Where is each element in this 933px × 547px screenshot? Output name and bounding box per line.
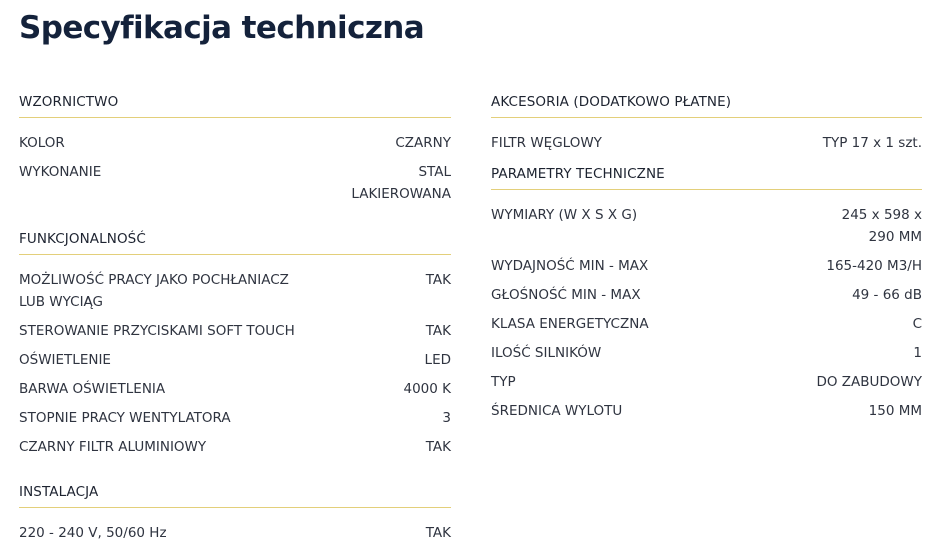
section-parametry-techniczne <box>491 158 922 440</box>
spec-row <box>491 132 922 154</box>
spec-value: STAL LAKIEROWANA <box>351 164 451 202</box>
spec-value: 4000 K <box>403 381 451 397</box>
section-body <box>19 118 451 223</box>
section-heading: PARAMETRY TECHNICZNE <box>491 158 922 190</box>
spec-value: TAK <box>425 272 451 288</box>
spec-label: BARWA OŚWIETLENIA <box>19 381 166 397</box>
spec-row <box>19 522 451 544</box>
spec-row <box>491 255 922 277</box>
spec-row <box>19 320 451 342</box>
spec-value: 3 <box>442 410 451 426</box>
spec-row <box>491 342 922 364</box>
spec-row <box>19 269 451 313</box>
section-heading: AKCESORIA (DODATKOWO PŁATNE) <box>491 86 922 118</box>
section-heading: FUNKCJONALNOŚĆ <box>19 223 451 255</box>
spec-label: WYKONANIE <box>19 164 102 180</box>
spec-value: TAK <box>425 525 451 541</box>
spec-label: WYDAJNOŚĆ MIN - MAX <box>491 258 649 274</box>
section-heading: INSTALACJA <box>19 476 451 508</box>
spec-value: TAK <box>425 439 451 455</box>
spec-value: CZARNY <box>395 135 451 151</box>
left-column <box>19 86 451 547</box>
page-title: Specyfikacja techniczna <box>19 10 425 46</box>
spec-label: FILTR WĘGLOWY <box>491 135 602 151</box>
spec-label: MOŻLIWOŚĆ PRACY JAKO POCHŁANIACZ LUB WYCIĄG <box>19 272 289 310</box>
spec-value: DO ZABUDOWY <box>816 374 922 390</box>
spec-value: 49 - 66 dB <box>852 287 922 303</box>
spec-label: KLASA ENERGETYCZNA <box>491 316 649 332</box>
spec-value: 165-420 M3/H <box>826 258 922 274</box>
spec-value: 245 x 598 x 290 MM <box>841 207 922 245</box>
spec-label: STOPNIE PRACY WENTYLATORA <box>19 410 231 426</box>
section-wzornictwo <box>19 86 451 223</box>
spec-row <box>19 436 451 458</box>
section-instalacja <box>19 476 451 547</box>
spec-label: ILOŚĆ SILNIKÓW <box>491 345 602 361</box>
spec-row <box>19 378 451 400</box>
spec-row <box>491 400 922 422</box>
spec-row <box>491 204 922 248</box>
section-funkcjonalnosc <box>19 223 451 476</box>
spec-label: KOLOR <box>19 135 65 151</box>
section-body <box>491 190 922 440</box>
spec-value: 150 MM <box>868 403 922 419</box>
spec-label: TYP <box>491 374 516 390</box>
spec-row <box>19 132 451 154</box>
section-body <box>19 508 451 547</box>
spec-value: LED <box>424 352 451 368</box>
spec-value: TYP 17 x 1 szt. <box>822 135 922 151</box>
spec-label: 220 - 240 V, 50/60 Hz <box>19 525 167 541</box>
section-body <box>491 118 922 158</box>
right-column <box>491 86 922 440</box>
spec-label: CZARNY FILTR ALUMINIOWY <box>19 439 207 455</box>
spec-row <box>19 407 451 429</box>
spec-label: WYMIARY (W X S X G) <box>491 207 638 223</box>
spec-label: STEROWANIE PRZYCISKAMI SOFT TOUCH <box>19 323 295 339</box>
spec-value: 1 <box>913 345 922 361</box>
spec-label: ŚREDNICA WYLOTU <box>491 403 623 419</box>
section-akcesoria <box>491 86 922 158</box>
spec-value: C <box>912 316 922 332</box>
spec-row <box>491 371 922 393</box>
spec-row <box>491 284 922 306</box>
spec-row <box>19 161 451 205</box>
section-body <box>19 255 451 476</box>
spec-value: TAK <box>425 323 451 339</box>
section-heading: WZORNICTWO <box>19 86 451 118</box>
spec-row <box>19 349 451 371</box>
spec-label: GŁOŚNOŚĆ MIN - MAX <box>491 287 641 303</box>
spec-label: OŚWIETLENIE <box>19 352 111 368</box>
spec-row <box>491 313 922 335</box>
